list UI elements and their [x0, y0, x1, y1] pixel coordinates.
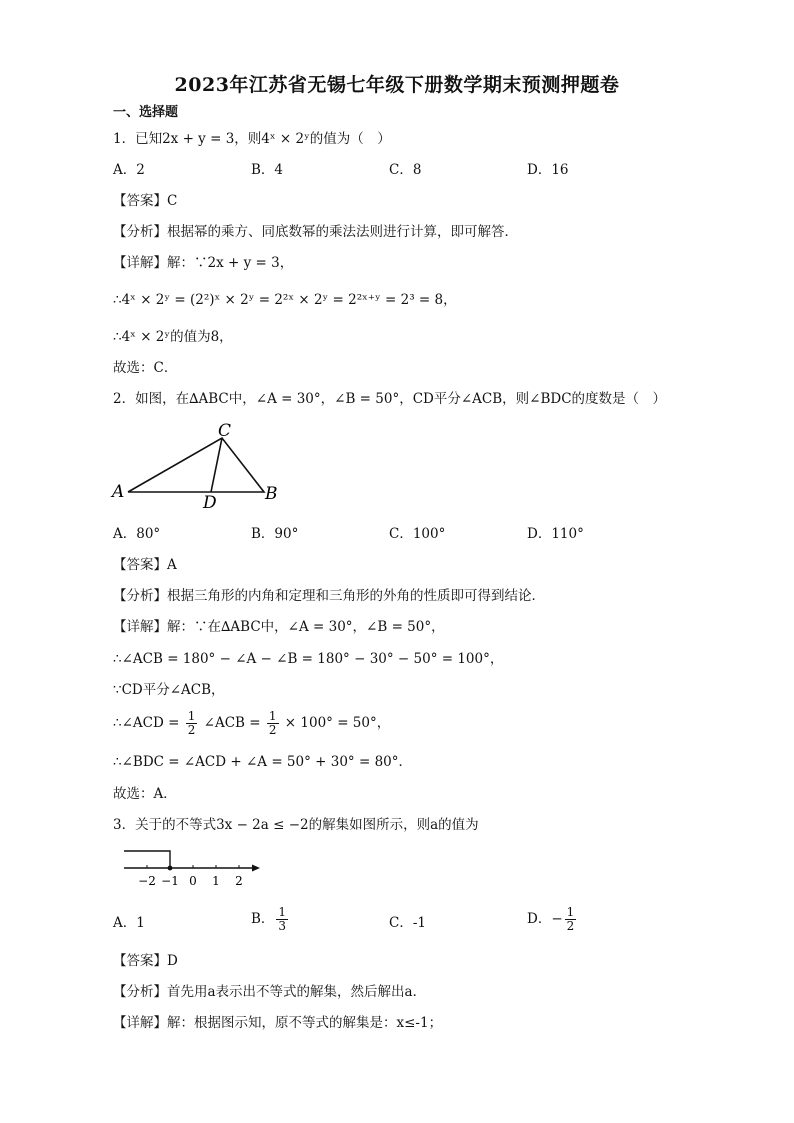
fraction-one-half-2: $\frac{1}{2}$ — [268, 709, 277, 737]
q2-detail-4b: ∠ACB = — [203, 715, 261, 731]
q2-answer: 【答案】A — [113, 557, 177, 573]
fraction-one-third: $\frac{1}{3}$ — [278, 905, 287, 933]
q2-detail-2: ∴∠ACB = 180° − ∠A − ∠B = 180° − 30° − 50° = 100°， — [113, 651, 504, 667]
q2-choice-b: B．90° — [251, 526, 299, 542]
q3-choice-a: A．1 — [113, 915, 145, 931]
q2-detail-6: 故选：A． — [113, 786, 177, 802]
q2-detail-5: ∴∠BDC = ∠ACD + ∠A = 50° + 30° = 80°． — [113, 754, 413, 770]
q1-choice-a: A．2 — [113, 162, 145, 178]
q2-analysis: 【分析】根据三角形的内角和定理和三角形的外角的性质即可得到结论． — [113, 588, 545, 604]
q3-analysis: 【分析】首先用a表示出不等式的解集，然后解出a． — [113, 984, 427, 1000]
q2-detail-4a: ∴∠ACD = — [113, 715, 180, 731]
q1-answer: 【答案】C — [113, 193, 178, 209]
q3-stem: 3．关于的不等式3x − 2a ≤ −2的解集如图所示，则a的值为 — [113, 817, 479, 833]
q2-detail-1: 【详解】解：∵在∆ABC中，∠A = 30°，∠B = 50°， — [113, 619, 445, 635]
page-title: 2023年江苏省无锡七年级下册数学期末预测押题卷 — [174, 74, 620, 96]
q1-analysis: 【分析】根据幂的乘方、同底数幂的乘法法则进行计算，即可解答． — [113, 224, 518, 240]
fraction-one-half: $\frac{1}{2}$ — [187, 709, 196, 737]
triangle-figure — [108, 418, 298, 514]
vertex-label-c: C — [218, 421, 232, 441]
vertex-label-a: A — [112, 482, 125, 502]
q1-stem: 1．已知2x + y = 3，则4ˣ × 2ʸ的值为（ ） — [113, 131, 391, 147]
q1-choice-c: C．8 — [389, 162, 422, 178]
axis-arrow — [252, 865, 260, 872]
closed-point — [168, 866, 173, 871]
triangle-abc — [128, 438, 264, 492]
q1-choice-b: B．4 — [251, 162, 284, 178]
section-heading: 一、选择题 — [113, 105, 179, 120]
q1-detail-1: 【详解】解：∵2x + y = 3， — [113, 255, 294, 271]
tick-label: 2 — [235, 874, 243, 888]
tick-label: 1 — [212, 874, 220, 888]
bisector-cd — [211, 438, 222, 492]
q2-choice-d: D．110° — [527, 526, 584, 542]
q1-detail-3: ∴4ˣ × 2ʸ的值为8， — [113, 329, 233, 345]
vertex-label-b: B — [265, 484, 278, 504]
q2-choice-c: C．100° — [389, 526, 446, 542]
q2-detail-4c: × 100° = 50°， — [284, 715, 391, 731]
tick-label: 0 — [189, 874, 197, 888]
q2-choice-a: A．80° — [113, 526, 161, 542]
q1-detail-4: 故选：C． — [113, 360, 178, 376]
point-label-d: D — [203, 493, 217, 513]
q2-stem: 2．如图，在∆ABC中，∠A = 30°，∠B = 50°，CD平分∠ACB，则∠BDC的度数是（ ） — [113, 391, 667, 407]
fraction-one-half-3: $\frac{1}{2}$ — [566, 905, 575, 933]
q3-choice-b: B． $\frac{1}{3}$ — [251, 905, 287, 933]
tick-label: −1 — [161, 874, 179, 888]
q2-detail-4 — [113, 710, 390, 737]
q3-choice-c: C．-1 — [389, 915, 426, 931]
q3-answer: 【答案】D — [113, 953, 178, 969]
q1-detail-2: ∴4ˣ × 2ʸ = (2²)ˣ × 2ʸ = 2²ˣ × 2ʸ = 2²ˣ⁺ʸ = 2³ = 8， — [113, 292, 457, 308]
number-line-figure — [118, 846, 268, 890]
q1-choice-d: D．16 — [527, 162, 569, 178]
q3-choice-d: D．− $\frac{1}{2}$ — [527, 905, 575, 933]
q2-detail-3: ∵CD平分∠ACB， — [113, 682, 225, 698]
tick-label: −2 — [138, 874, 156, 888]
q3-detail-1: 【详解】解：根据图示知，原不等式的解集是：x≤-1； — [113, 1015, 443, 1031]
